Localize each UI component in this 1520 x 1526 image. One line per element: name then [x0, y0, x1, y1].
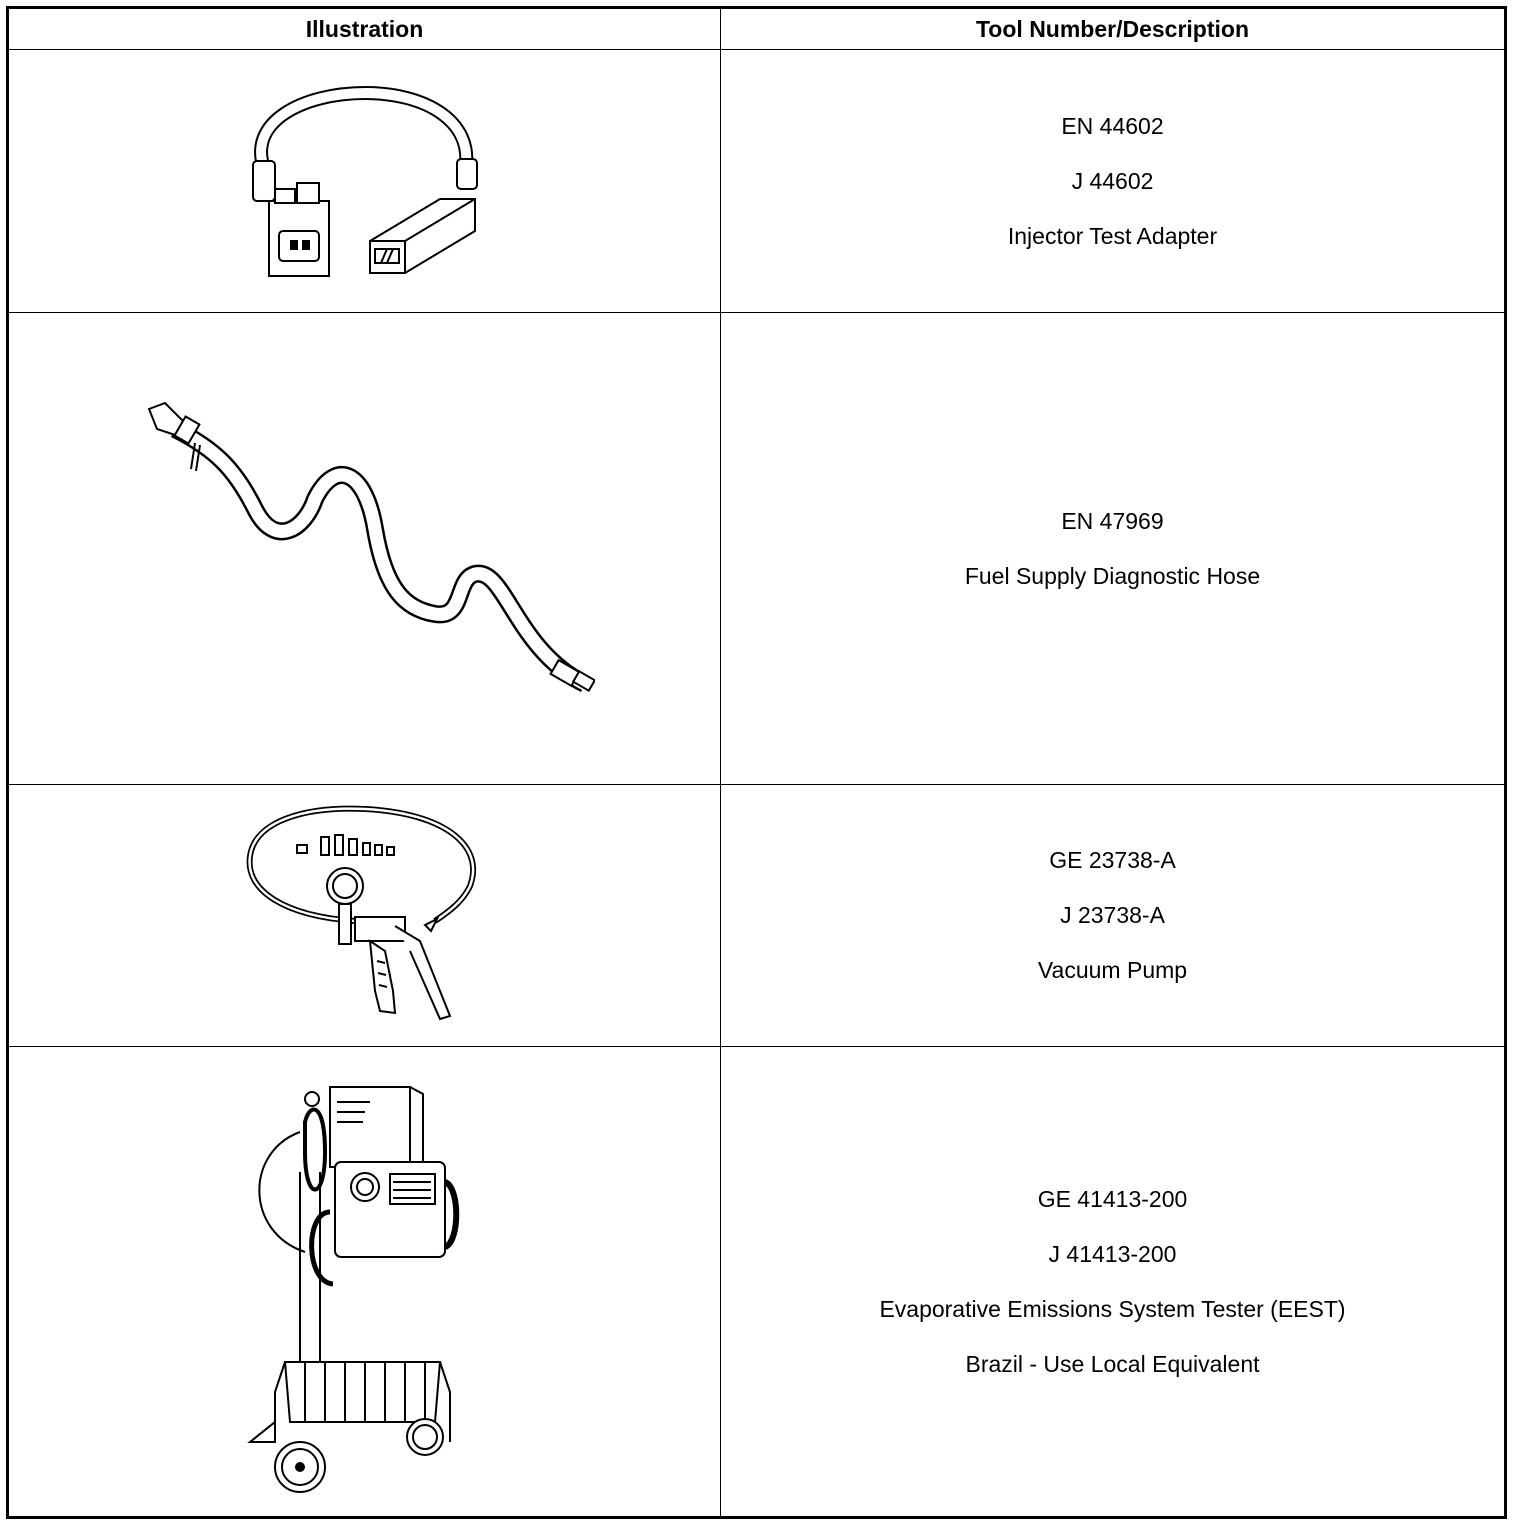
header-row — [8, 8, 1506, 50]
table-row — [8, 50, 1506, 313]
tool-description-cell — [721, 313, 1506, 785]
special-tools-table — [6, 6, 1507, 1519]
tool-note: Brazil - Use Local Equivalent — [965, 1350, 1260, 1377]
table-row — [8, 785, 1506, 1047]
tool-number-en: EN 47969 — [1061, 507, 1164, 534]
tool-description-cell — [721, 785, 1506, 1047]
injector-test-adapter-illustration-icon — [235, 81, 495, 281]
table-row — [8, 313, 1506, 785]
illustration-cell — [8, 313, 721, 785]
tool-number-j: J 44602 — [1071, 167, 1154, 194]
header-tool-description: Tool Number/Description — [721, 8, 1506, 50]
tool-description-cell — [721, 1047, 1506, 1518]
tool-description: Evaporative Emissions System Tester (EEST) — [879, 1295, 1346, 1322]
tool-number-j: J 41413-200 — [1048, 1240, 1177, 1267]
tool-number-ge: GE 41413-200 — [1037, 1185, 1188, 1212]
tool-description: Vacuum Pump — [1037, 957, 1188, 983]
fuel-supply-hose-illustration-icon — [135, 399, 595, 699]
tool-number-ge: GE 23738-A — [1049, 847, 1176, 873]
tool-description: Fuel Supply Diagnostic Hose — [964, 562, 1261, 589]
tool-description-cell — [721, 50, 1506, 313]
tool-number-en: EN 44602 — [1061, 112, 1164, 139]
illustration-cell — [8, 1047, 721, 1518]
tool-description: Injector Test Adapter — [1007, 222, 1218, 249]
table-row — [8, 1047, 1506, 1518]
illustration-cell — [8, 785, 721, 1047]
vacuum-pump-illustration-icon — [245, 801, 485, 1031]
header-illustration: Illustration — [8, 8, 721, 50]
evap-tester-cart-illustration-icon — [245, 1062, 485, 1502]
tool-number-j: J 23738-A — [1060, 902, 1165, 928]
illustration-cell — [8, 50, 721, 313]
